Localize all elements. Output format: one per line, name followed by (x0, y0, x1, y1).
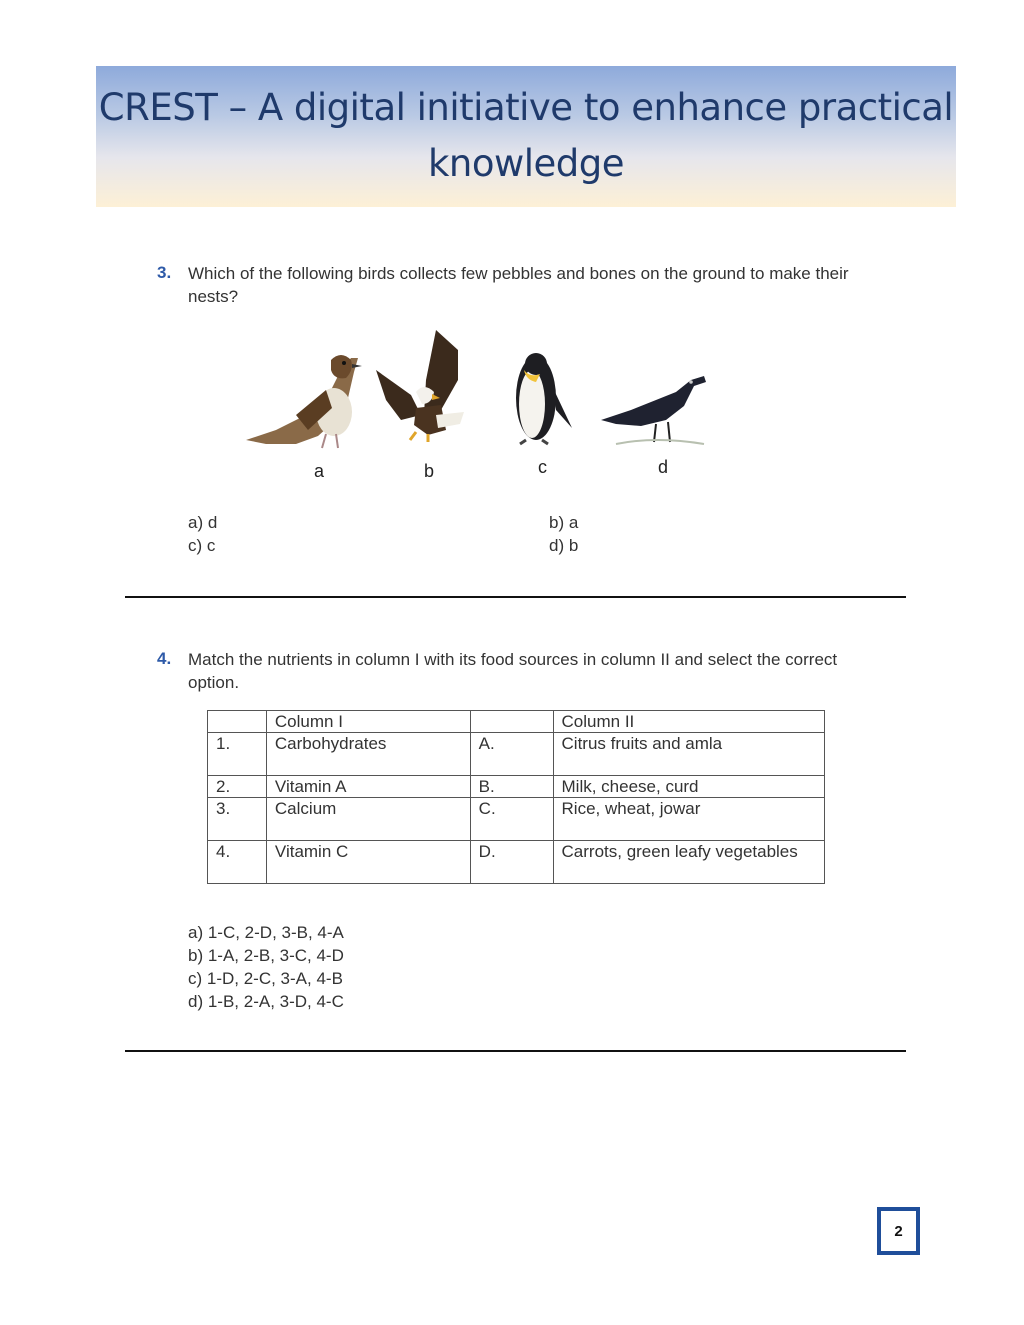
question-3-option-d: d) b (549, 536, 579, 555)
section-divider (125, 1050, 906, 1052)
question-4-options (188, 921, 344, 1013)
page-number (877, 1207, 920, 1255)
table-cell: 1. (208, 733, 267, 776)
question-4-option-d: d) 1-B, 2-A, 3-D, 4-C (188, 992, 344, 1011)
question-4-text (188, 648, 918, 694)
table-cell: Milk, cheese, curd (553, 776, 824, 798)
figure-label-a: a (314, 461, 325, 481)
table-header-cell: Column I (266, 711, 470, 733)
question-3-option-c: c) c (188, 536, 216, 555)
table-cell: 2. (208, 776, 267, 798)
table-cell: 3. (208, 798, 267, 841)
table-cell: Carbohydrates (266, 733, 470, 776)
header-title-line2: knowledge (427, 142, 625, 185)
figure-label-c: c (538, 457, 547, 477)
question-3-option-a: a) d (188, 513, 218, 532)
page-number-text: 2 (894, 1222, 903, 1240)
table-header-cell (470, 711, 553, 733)
figure-label-d: d (658, 457, 669, 477)
question-4-text-line2: option. (188, 673, 240, 692)
question-4-option-b: b) 1-A, 2-B, 3-C, 4-D (188, 946, 344, 965)
question-4-text-line1: Match the nutrients in column I with its food sources in column II and select the correct (188, 650, 838, 669)
table-cell: Vitamin C (266, 841, 470, 884)
penguin-image (516, 353, 572, 444)
question-3-option-b: b) a (549, 513, 579, 532)
table-cell: Rice, wheat, jowar (553, 798, 824, 841)
table-cell: Vitamin A (266, 776, 470, 798)
table-row (208, 798, 825, 841)
table-row (208, 776, 825, 798)
sparrow-image (246, 355, 362, 448)
table-header-cell (208, 711, 267, 733)
table-row (208, 733, 825, 776)
question-4-option-c: c) 1-D, 2-C, 3-A, 4-B (188, 969, 343, 988)
table-cell: C. (470, 798, 553, 841)
eagle-image (376, 330, 464, 442)
table-row (208, 841, 825, 884)
crow-image (601, 376, 706, 444)
question-3-number: 3. (157, 263, 172, 282)
table-cell: Calcium (266, 798, 470, 841)
table-cell: Carrots, green leafy vegetables (553, 841, 824, 884)
question-4-option-a: a) 1-C, 2-D, 3-B, 4-A (188, 923, 344, 942)
table-cell: A. (470, 733, 553, 776)
question-4-number: 4. (157, 649, 172, 668)
question-3-text (188, 262, 918, 308)
match-table (207, 710, 825, 884)
table-cell: D. (470, 841, 553, 884)
question-3-text-line1: Which of the following birds collects few pebbles and bones on the ground to make their (188, 264, 849, 283)
birds-figure (236, 320, 712, 496)
section-divider (125, 596, 906, 598)
figure-label-b: b (424, 461, 435, 481)
table-header-row (208, 711, 825, 733)
table-cell: B. (470, 776, 553, 798)
table-header-cell: Column II (553, 711, 824, 733)
header-title-line1: CREST – A digital initiative to enhance practical (98, 86, 954, 129)
question-3-text-line2: nests? (188, 287, 239, 306)
table-cell: 4. (208, 841, 267, 884)
header-banner (96, 66, 956, 207)
table-cell: Citrus fruits and amla (553, 733, 824, 776)
